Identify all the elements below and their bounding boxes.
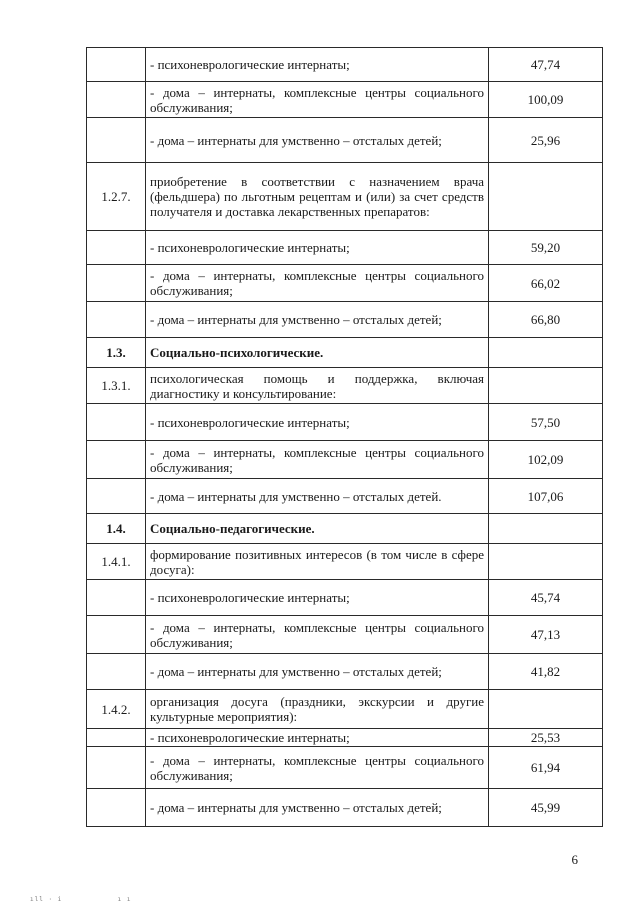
row-description-cell: - дома – интернаты, комплексные центры социального обслуживания; <box>146 441 489 479</box>
row-value-cell: 57,50 <box>489 404 603 441</box>
row-number-cell: 1.3. <box>87 338 146 368</box>
row-description-cell: формирование позитивных интересов (в том числе в сфере досуга): <box>146 544 489 580</box>
table-row <box>87 616 603 654</box>
table-row <box>87 404 603 441</box>
row-number-cell <box>87 747 146 789</box>
row-number-cell: 1.4. <box>87 514 146 544</box>
row-value-cell: 61,94 <box>489 747 603 789</box>
table-row <box>87 789 603 827</box>
row-description-cell: - психоневрологические интернаты; <box>146 580 489 616</box>
row-description-cell: психологическая помощь и поддержка, включая диагностику и консультирование: <box>146 368 489 404</box>
row-number-cell <box>87 118 146 163</box>
section-row <box>87 338 603 368</box>
row-description-cell: приобретение в соответствии с назначением врача (фельдшера) по льготным рецептам и (или) за счет средств получателя и доставка лекарственных препаратов: <box>146 163 489 231</box>
row-number-cell <box>87 729 146 747</box>
row-description-cell: - дома – интернаты, комплексные центры социального обслуживания; <box>146 82 489 118</box>
table-row <box>87 368 603 404</box>
row-number-cell <box>87 441 146 479</box>
row-description-cell: организация досуга (праздники, экскурсии и другие культурные мероприятия): <box>146 690 489 729</box>
row-value-cell <box>489 690 603 729</box>
row-value-cell: 45,99 <box>489 789 603 827</box>
row-value-cell: 66,02 <box>489 265 603 302</box>
row-number-cell <box>87 616 146 654</box>
row-number-cell: 1.2.7. <box>87 163 146 231</box>
row-number-cell <box>87 479 146 514</box>
table-row <box>87 231 603 265</box>
row-description-cell: - психоневрологические интернаты; <box>146 231 489 265</box>
row-description-cell: - дома – интернаты для умственно – отсталых детей; <box>146 654 489 690</box>
table-row <box>87 302 603 338</box>
row-number-cell <box>87 580 146 616</box>
row-description-cell: - дома – интернаты, комплексные центры социального обслуживания; <box>146 265 489 302</box>
row-value-cell: 59,20 <box>489 231 603 265</box>
row-value-cell: 45,74 <box>489 580 603 616</box>
row-number-cell: 1.4.2. <box>87 690 146 729</box>
row-number-cell: 1.3.1. <box>87 368 146 404</box>
row-value-cell <box>489 544 603 580</box>
row-description-cell: - дома – интернаты для умственно – отсталых детей; <box>146 789 489 827</box>
table-row <box>87 441 603 479</box>
row-value-cell <box>489 338 603 368</box>
row-description-cell: Социально-педагогические. <box>146 514 489 544</box>
row-description-cell: - психоневрологические интернаты; <box>146 404 489 441</box>
row-number-cell <box>87 231 146 265</box>
table-row <box>87 118 603 163</box>
row-description-cell: - дома – интернаты, комплексные центры социального обслуживания; <box>146 747 489 789</box>
page-number: 6 <box>571 852 578 867</box>
row-number-cell <box>87 789 146 827</box>
row-value-cell: 41,82 <box>489 654 603 690</box>
table-row <box>87 690 603 729</box>
table-row <box>87 747 603 789</box>
row-number-cell <box>87 265 146 302</box>
row-value-cell: 25,53 <box>489 729 603 747</box>
row-number-cell <box>87 404 146 441</box>
table-row <box>87 544 603 580</box>
row-value-cell: 47,13 <box>489 616 603 654</box>
row-value-cell: 47,74 <box>489 48 603 82</box>
table-row <box>87 580 603 616</box>
row-value-cell <box>489 368 603 404</box>
table-row <box>87 163 603 231</box>
row-description-cell: - дома – интернаты для умственно – отсталых детей; <box>146 302 489 338</box>
scan-artifact-marks: ıll · i ı ı <box>30 896 132 903</box>
row-value-cell: 25,96 <box>489 118 603 163</box>
row-number-cell <box>87 654 146 690</box>
row-value-cell: 102,09 <box>489 441 603 479</box>
table-row <box>87 479 603 514</box>
row-value-cell: 66,80 <box>489 302 603 338</box>
table-row <box>87 729 603 747</box>
row-number-cell <box>87 48 146 82</box>
table-row <box>87 265 603 302</box>
table-body <box>87 48 603 827</box>
row-value-cell: 107,06 <box>489 479 603 514</box>
row-description-cell: - психоневрологические интернаты; <box>146 729 489 747</box>
row-number-cell <box>87 82 146 118</box>
row-value-cell: 100,09 <box>489 82 603 118</box>
services-tariff-table <box>86 47 603 827</box>
table-row <box>87 82 603 118</box>
row-number-cell <box>87 302 146 338</box>
table-row <box>87 654 603 690</box>
row-description-cell: Социально-психологические. <box>146 338 489 368</box>
section-row <box>87 514 603 544</box>
row-description-cell: - дома – интернаты для умственно – отсталых детей; <box>146 118 489 163</box>
row-description-cell: - дома – интернаты для умственно – отсталых детей. <box>146 479 489 514</box>
row-value-cell <box>489 163 603 231</box>
row-number-cell: 1.4.1. <box>87 544 146 580</box>
row-description-cell: - психоневрологические интернаты; <box>146 48 489 82</box>
table-row <box>87 48 603 82</box>
row-value-cell <box>489 514 603 544</box>
row-description-cell: - дома – интернаты, комплексные центры социального обслуживания; <box>146 616 489 654</box>
